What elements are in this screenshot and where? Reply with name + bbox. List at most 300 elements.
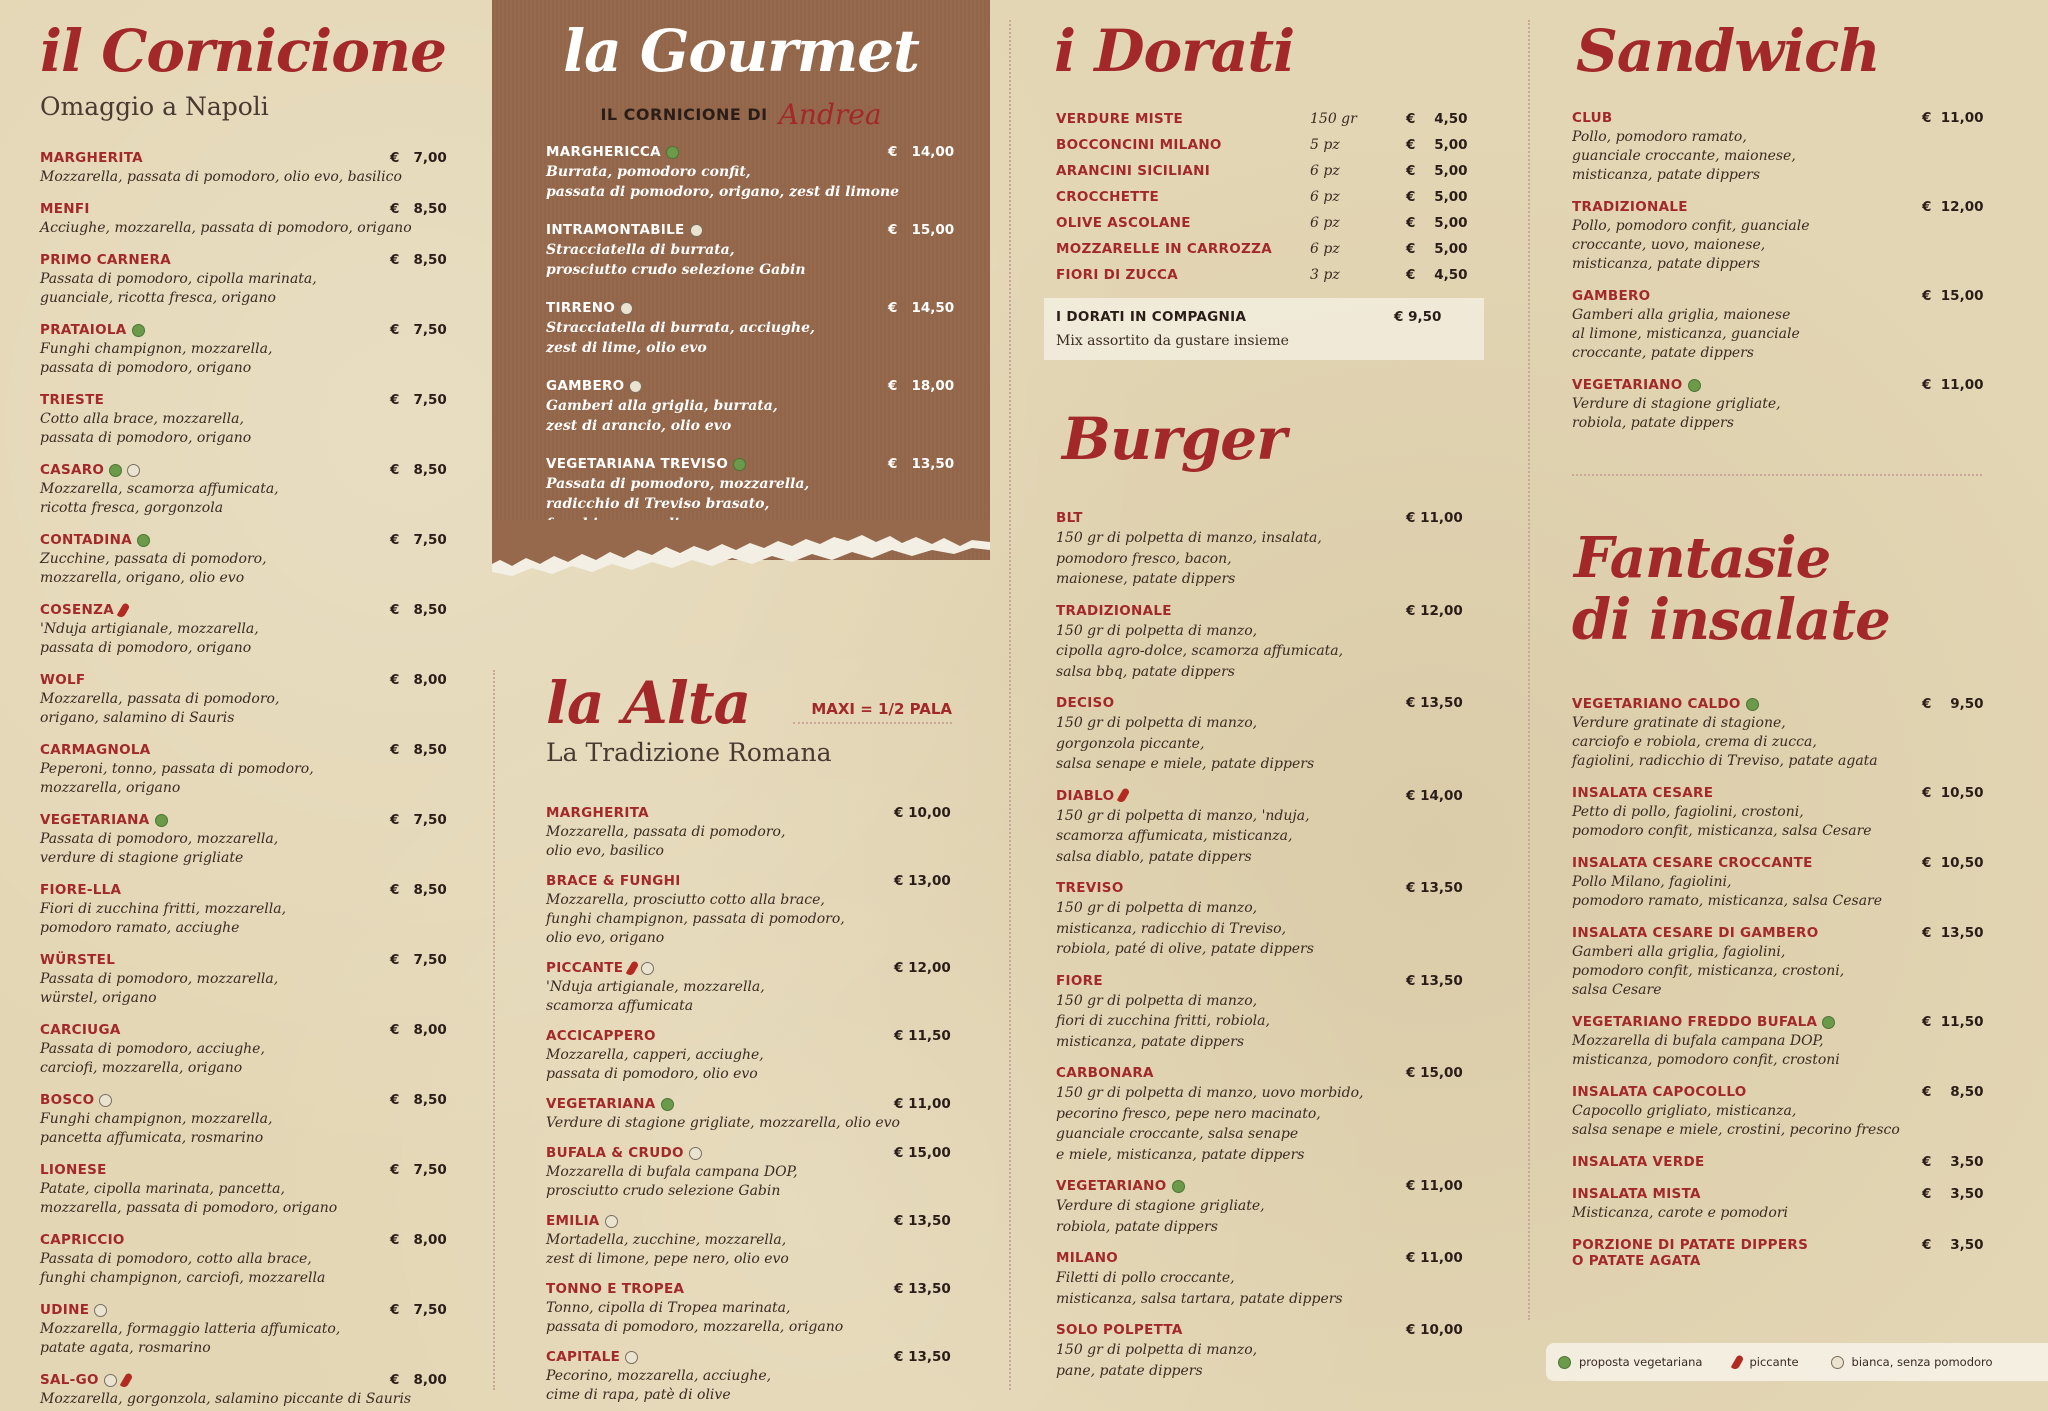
- menu-item-label: INSALATA VERDE: [1572, 1154, 1705, 1170]
- dorati-item-name: ARANCINI SICILIANI: [1056, 163, 1211, 179]
- menu-item-description: Passata di pomodoro, cotto alla brace, funghi champignon, carciofi, mozzarella: [40, 1251, 326, 1286]
- menu-item-label: BRACE & FUNGHI: [546, 873, 681, 889]
- menu-item-label: VEGETARIANA TREVISO: [546, 456, 729, 472]
- leaf-icon: [1822, 1016, 1835, 1029]
- menu-item-price: € 3,50: [1922, 1154, 1984, 1170]
- menu-item-label: TRADIZIONALE: [1056, 602, 1172, 619]
- menu-item: [1572, 696, 1982, 771]
- dorati-item-price: € 4,50: [1406, 267, 1468, 283]
- leaf-icon: [132, 324, 145, 337]
- menu-item: [1572, 199, 1982, 274]
- menu-item-price: € 11,00: [1922, 377, 1984, 393]
- menu-item: [40, 1232, 450, 1288]
- dorati-item-name: FIORI DI ZUCCA: [1056, 267, 1178, 283]
- menu-item: [1572, 1014, 1982, 1070]
- menu-item-description: Passata di pomodoro, cipolla marinata, guanciale, ricotta fresca, origano: [40, 271, 317, 306]
- menu-item-description: 150 gr di polpetta di manzo, misticanza, radicchio di Treviso, robiola, paté di olive, patate dippers: [1056, 900, 1314, 957]
- menu-item-description: Tonno, cipolla di Tropea marinata, passata di pomodoro, mozzarella, origano: [546, 1300, 844, 1335]
- menu-item-price: € 12,00: [1922, 199, 1984, 215]
- dorati-item-name: VERDURE MISTE: [1056, 111, 1184, 127]
- menu-item-price: € 10,50: [1922, 785, 1984, 801]
- menu-item-label: FIORE-LLA: [40, 882, 122, 898]
- menu-item-description: Verdure gratinate di stagione, carciofo e robiola, crema di zucca, fagiolini, radicchio di Treviso, patate agata: [1572, 715, 1878, 769]
- menu-item-price: € 15,00: [894, 1145, 951, 1161]
- dorati-item: [1056, 236, 1466, 262]
- menu-item-price: € 8,00: [390, 1022, 447, 1038]
- menu-item-name: [40, 812, 450, 828]
- cornicione-title: il Cornicione: [40, 17, 446, 85]
- menu-item-price: € 8,50: [1922, 1084, 1984, 1100]
- menu-item-description: Mozzarella, passata di pomodoro, origano, salamino di Sauris: [40, 691, 280, 726]
- menu-item-label: BUFALA & CRUDO: [546, 1145, 684, 1161]
- menu-item-name: [1572, 1154, 1982, 1170]
- menu-item: [546, 144, 955, 202]
- menu-item-price: € 12,00: [894, 960, 951, 976]
- menu-item-description: Pollo, pomodoro ramato, guanciale croccante, maionese, misticanza, patate dippers: [1572, 129, 1796, 183]
- menu-item: [40, 812, 450, 868]
- menu-item-label: PRATAIOLA: [40, 322, 127, 338]
- menu-item-description: 'Nduja artigianale, mozzarella, scamorza affumicata: [546, 979, 765, 1014]
- menu-item-price: € 11,00: [1406, 1250, 1463, 1266]
- menu-item-label: INSALATA CESARE DI GAMBERO: [1572, 925, 1819, 941]
- dorati-item-price: € 5,00: [1406, 215, 1468, 231]
- menu-item: [40, 201, 450, 238]
- menu-item-label: CAPITALE: [546, 1349, 621, 1365]
- dorati-item-price: € 5,00: [1406, 241, 1468, 257]
- dorati-item: [1056, 184, 1466, 210]
- menu-item-label: CARMAGNOLA: [40, 742, 151, 758]
- menu-item-price: € 8,00: [390, 1232, 447, 1248]
- menu-item: [40, 150, 450, 187]
- menu-item-price: € 15,00: [888, 222, 955, 238]
- menu-item-name: [40, 672, 450, 688]
- menu-item-price: € 13,50: [894, 1213, 951, 1229]
- white-pizza-icon: [620, 302, 633, 315]
- dorati-item-qty: 150 gr: [1310, 111, 1357, 127]
- menu-item-label: CLUB: [1572, 110, 1613, 126]
- menu-item-name: [546, 300, 946, 316]
- menu-item: [40, 322, 450, 378]
- menu-item-price: € 13,50: [1922, 925, 1984, 941]
- menu-item-label: TIRRENO: [546, 300, 616, 316]
- menu-item: [546, 873, 966, 948]
- legend-spicy-label: piccante: [1749, 1355, 1799, 1369]
- legend-spicy: [1734, 1355, 1798, 1370]
- menu-item: [546, 1213, 966, 1269]
- menu-item-price: € 13,50: [1406, 972, 1463, 989]
- menu-item-label: PORZIONE DI PATATE DIPPERS O PATATE AGATA: [1572, 1237, 1809, 1269]
- menu-item-label: ACCICAPPERO: [546, 1028, 656, 1044]
- menu-item: [1572, 1154, 1982, 1170]
- menu-item: [546, 1096, 966, 1133]
- menu-item-description: Verdure di stagione grigliate, mozzarella, olio evo: [546, 1115, 900, 1131]
- menu-item-price: € 11,50: [894, 1028, 951, 1044]
- menu-item: [546, 1145, 966, 1201]
- menu-item-name: [1572, 785, 1982, 801]
- menu-item: [546, 960, 966, 1016]
- menu-item-description: Verdure di stagione grigliate, robiola, patate dippers: [1056, 1198, 1265, 1235]
- menu-item-label: SAL-GO: [40, 1372, 99, 1388]
- menu-item-price: € 13,50: [894, 1349, 951, 1365]
- menu-item-price: € 8,50: [390, 201, 447, 217]
- white-pizza-icon: [104, 1374, 117, 1387]
- menu-item-description: Verdure di stagione grigliate, robiola, patate dippers: [1572, 396, 1781, 431]
- andrea-signature: Andrea: [778, 98, 882, 131]
- menu-item-description: Misticanza, carote e pomodori: [1572, 1205, 1788, 1221]
- menu-item-description: Stracciatella di burrata, prosciutto crudo selezione Gabin: [546, 242, 806, 278]
- menu-item-price: € 13,50: [1406, 880, 1463, 896]
- menu-item-label: DECISO: [1056, 695, 1115, 711]
- menu-item-description: 150 gr di polpetta di manzo, gorgonzola piccante, salsa senape e miele, patate dippers: [1056, 715, 1315, 772]
- menu-item-label: FIORE: [1056, 972, 1103, 989]
- menu-item-price: € 13,00: [894, 873, 951, 889]
- legend-bianca: [1831, 1355, 1993, 1369]
- leaf-icon: [661, 1098, 674, 1111]
- white-pizza-icon: [629, 380, 642, 393]
- menu-item-price: € 13,50: [894, 1281, 951, 1297]
- menu-item-price: € 14,00: [888, 144, 955, 160]
- menu-item-price: € 11,00: [894, 1096, 951, 1112]
- menu-item-name: [546, 144, 946, 160]
- menu-item-label: PRIMO CARNERA: [40, 252, 171, 268]
- menu-item-name: [40, 322, 450, 338]
- menu-item-description: 150 gr di polpetta di manzo, pane, patate dippers: [1056, 1342, 1258, 1379]
- menu-item-label: MARGHERITA: [546, 805, 649, 821]
- maxi-label: MAXI = 1/2 PALA: [793, 700, 952, 724]
- menu-item-description: Patate, cipolla marinata, pancetta, mozzarella, passata di pomodoro, origano: [40, 1181, 338, 1216]
- white-pizza-icon: [689, 1147, 702, 1160]
- leaf-icon: [666, 146, 679, 159]
- menu-item-label: WOLF: [40, 672, 86, 688]
- dorati-item-price: € 5,00: [1406, 163, 1468, 179]
- menu-item: [1572, 110, 1982, 185]
- menu-item: [1056, 1178, 1476, 1237]
- dorati-item-name: MOZZARELLE IN CARROZZA: [1056, 241, 1272, 257]
- menu-item-description: Capocollo grigliato, misticanza, salsa senape e miele, crostini, pecorino fresco: [1572, 1103, 1900, 1138]
- dorati-item-name: CROCCHETTE: [1056, 189, 1160, 205]
- menu-item-name: [40, 952, 450, 968]
- menu-item-name: [1572, 110, 1982, 126]
- menu-item-price: € 3,50: [1922, 1237, 1984, 1253]
- dorati-title: i Dorati: [1054, 17, 1295, 85]
- menu-item: [40, 1302, 450, 1358]
- menu-item-description: Mozzarella, capperi, acciughe, passata di pomodoro, olio evo: [546, 1047, 764, 1082]
- menu-item-name: [40, 462, 450, 478]
- menu-item-price: € 8,50: [390, 252, 447, 268]
- menu-item: [40, 952, 450, 1008]
- menu-item-label: CAPRICCIO: [40, 1232, 125, 1248]
- menu-item-price: € 7,50: [390, 392, 447, 408]
- menu-item-price: € 8,00: [390, 1372, 447, 1388]
- dorati-combo-price: € 9,50: [1394, 309, 1442, 325]
- menu-item-label: VEGETARIANO: [1572, 377, 1683, 393]
- menu-item: [40, 672, 450, 728]
- menu-item-description: Passata di pomodoro, mozzarella, würstel, origano: [40, 971, 279, 1006]
- divider-col2: [1009, 20, 1011, 1390]
- menu-item-description: Funghi champignon, mozzarella, passata di pomodoro, origano: [40, 341, 273, 376]
- menu-item-description: Zucchine, passata di pomodoro, mozzarella, origano, olio evo: [40, 551, 267, 586]
- menu-item-description: Mozzarella, prosciutto cotto alla brace, funghi champignon, passata di pomodoro, olio evo, origano: [546, 892, 845, 946]
- menu-item-description: Cotto alla brace, mozzarella, passata di pomodoro, origano: [40, 411, 252, 446]
- menu-item-price: € 8,50: [390, 1092, 447, 1108]
- leaf-icon: [1688, 379, 1701, 392]
- menu-item: [1572, 1186, 1982, 1223]
- menu-item-label: BOSCO: [40, 1092, 95, 1108]
- menu-item: [1572, 785, 1982, 841]
- menu-item-description: 'Nduja artigianale, mozzarella, passata di pomodoro, origano: [40, 621, 259, 656]
- menu-item-price: € 14,00: [1406, 787, 1463, 804]
- dorati-item-qty: 6 pz: [1310, 215, 1340, 231]
- divider-sandwich: [1572, 474, 1982, 476]
- menu-item-name: [40, 201, 450, 217]
- menu-item-label: VEGETARIANO CALDO: [1572, 696, 1741, 712]
- menu-item-description: Passata di pomodoro, mozzarella, verdure di stagione grigliate: [40, 831, 279, 866]
- menu-item-label: GAMBERO: [1572, 288, 1651, 304]
- white-pizza-icon: [625, 1351, 638, 1364]
- menu-item-label: TRADIZIONALE: [1572, 199, 1688, 215]
- menu-item: [1056, 1250, 1476, 1309]
- menu-item-label: CONTADINA: [40, 532, 132, 548]
- menu-item-price: € 15,00: [1922, 288, 1984, 304]
- menu-item-name: [40, 882, 450, 898]
- menu-item-label: INSALATA MISTA: [1572, 1186, 1701, 1202]
- leaf-icon: [1746, 698, 1759, 711]
- menu-item: [1056, 695, 1476, 775]
- menu-item-name: [40, 602, 450, 618]
- menu-item-description: 150 gr di polpetta di manzo, uovo morbido, pecorino fresco, pepe nero macinato, guanciale croccante, salsa senape e miele, misticanza, patate dippers: [1056, 1085, 1364, 1163]
- legend-veg: [1558, 1355, 1702, 1369]
- menu-item-name: [546, 456, 946, 472]
- dorati-item-name: OLIVE ASCOLANE: [1056, 215, 1191, 231]
- menu-item-label: CARCIUGA: [40, 1022, 121, 1038]
- menu-item-price: € 8,50: [390, 602, 447, 618]
- menu-item-name: [1572, 696, 1982, 712]
- menu-item-name: [1572, 1186, 1982, 1202]
- menu-item: [1572, 288, 1982, 363]
- menu-item: [1056, 603, 1476, 683]
- white-pizza-icon: [605, 1215, 618, 1228]
- leaf-icon: [155, 814, 168, 827]
- menu-item-label: SOLO POLPETTA: [1056, 1322, 1183, 1338]
- menu-item: [40, 462, 450, 518]
- menu-item: [1056, 973, 1476, 1053]
- menu-item-description: Mozzarella, passata di pomodoro, olio evo, basilico: [40, 169, 402, 185]
- menu-item-price: € 11,50: [1922, 1014, 1984, 1030]
- menu-item-price: € 3,50: [1922, 1186, 1984, 1202]
- menu-item-label: MENFI: [40, 201, 90, 217]
- menu-item-label: COSENZA: [40, 602, 114, 618]
- menu-item: [546, 222, 955, 280]
- cornicione-subtitle: Omaggio a Napoli: [40, 92, 269, 121]
- menu-item: [40, 882, 450, 938]
- chili-pepper-icon: [626, 960, 640, 976]
- menu-item-name: [40, 1022, 450, 1038]
- menu-item-label: DIABLO: [1056, 787, 1115, 804]
- menu-item-label: GAMBERO: [546, 378, 625, 394]
- alta-title: la Alta: [546, 669, 751, 737]
- menu-item-label: VEGETARIANO: [1056, 1178, 1167, 1194]
- menu-item-price: € 9,50: [1922, 696, 1984, 712]
- menu-item-description: Stracciatella di burrata, acciughe, zest di lime, olio evo: [546, 320, 815, 356]
- leaf-icon: [733, 458, 746, 471]
- menu-item-price: € 11,00: [1406, 1178, 1463, 1194]
- menu-item-label: INTRAMONTABILE: [546, 222, 685, 238]
- menu-item-name: [40, 742, 450, 758]
- dorati-item: [1056, 210, 1466, 236]
- dorati-item-price: € 5,00: [1406, 137, 1468, 153]
- torn-paper-edge: [492, 520, 990, 590]
- dorati-combo-desc: Mix assortito da gustare insieme: [1056, 333, 1289, 349]
- menu-item: [546, 378, 955, 436]
- menu-item-description: Mozzarella di bufala campana DOP, prosciutto crudo selezione Gabin: [546, 1164, 798, 1199]
- dorati-item-qty: 6 pz: [1310, 241, 1340, 257]
- menu-item: [40, 1022, 450, 1078]
- menu-item-description: 150 gr di polpetta di manzo, cipolla agro-dolce, scamorza affumicata, salsa bbq, patate dippers: [1056, 622, 1344, 680]
- menu-item: [1572, 377, 1982, 433]
- menu-item-price: € 8,50: [390, 882, 447, 898]
- menu-item-description: Mortadella, zucchine, mozzarella, zest di limone, pepe nero, olio evo: [546, 1232, 789, 1267]
- dorati-item-name: BOCCONCINI MILANO: [1056, 137, 1222, 153]
- sandwich-title: Sandwich: [1576, 17, 1880, 85]
- menu-item: [40, 742, 450, 798]
- leaf-icon: [1558, 1356, 1571, 1369]
- menu-item-price: € 12,00: [1406, 602, 1463, 619]
- menu-item-label: PICCANTE: [546, 960, 624, 976]
- menu-item-name: [546, 222, 946, 238]
- dorati-item: [1056, 132, 1466, 158]
- menu-item-name: [40, 150, 450, 166]
- menu-item-description: Filetti di pollo croccante, misticanza, salsa tartara, patate dippers: [1056, 1270, 1343, 1307]
- insalate-title-line1: Fantasie: [1574, 525, 1831, 591]
- menu-item: [1572, 855, 1982, 911]
- menu-item-description: Burrata, pomodoro confit, passata di pomodoro, origano, zest di limone: [546, 164, 900, 200]
- menu-item-name: [546, 378, 946, 394]
- dorati-item-qty: 5 pz: [1310, 137, 1340, 153]
- menu-item: [1572, 925, 1982, 1000]
- gourmet-title: la Gourmet: [563, 17, 919, 85]
- menu-item-description: Pecorino, mozzarella, acciughe, cime di rapa, patè di olive: [546, 1368, 772, 1403]
- menu-item-price: € 10,00: [1406, 1322, 1463, 1338]
- menu-item-price: € 18,00: [888, 378, 955, 394]
- menu-item-description: Mozzarella, scamorza affumicata, ricotta fresca, gorgonzola: [40, 481, 279, 516]
- menu-item-label: BLT: [1056, 510, 1083, 526]
- menu-item: [546, 1028, 966, 1084]
- menu-item-price: € 11,00: [1922, 110, 1984, 126]
- chili-pepper-icon: [119, 1372, 133, 1388]
- white-pizza-icon: [127, 464, 140, 477]
- menu-item-description: Mozzarella, formaggio latteria affumicato, patate agata, rosmarino: [40, 1321, 341, 1356]
- menu-item: [40, 1372, 450, 1409]
- divider-col3: [1528, 20, 1530, 1320]
- leaf-icon: [137, 534, 150, 547]
- menu-item-description: 150 gr di polpetta di manzo, fiori di zucchina fritti, robiola, misticanza, patate dippers: [1056, 992, 1270, 1050]
- menu-item-name: [40, 252, 450, 268]
- menu-item-label: INSALATA CESARE: [1572, 785, 1714, 801]
- alta-subtitle: La Tradizione Romana: [546, 738, 832, 767]
- dorati-item-qty: 6 pz: [1310, 189, 1340, 205]
- menu-item: [40, 252, 450, 308]
- menu-item: [40, 392, 450, 448]
- menu-item-price: € 7,50: [390, 952, 447, 968]
- menu-item-name: [1572, 925, 1982, 941]
- menu-item-description: Gamberi alla griglia, burrata, zest di arancio, olio evo: [546, 398, 778, 434]
- menu-item-label: MARGHERITA: [40, 150, 143, 166]
- menu-item-name: [40, 1092, 450, 1108]
- menu-item-description: Petto di pollo, fagiolini, crostoni, pomodoro confit, misticanza, salsa Cesare: [1572, 804, 1872, 839]
- leaf-icon: [109, 464, 122, 477]
- legend-bianca-label: bianca, senza pomodoro: [1851, 1355, 1993, 1369]
- divider-col1: [493, 670, 495, 1390]
- menu-item-price: € 10,00: [894, 805, 951, 821]
- menu-item-description: Funghi champignon, mozzarella, pancetta affumicata, rosmarino: [40, 1111, 273, 1146]
- leaf-icon: [1172, 1180, 1185, 1193]
- chili-pepper-icon: [117, 602, 131, 618]
- menu-item-name: [40, 1372, 450, 1388]
- menu-item-description: Passata di pomodoro, acciughe, carciofi, mozzarella, origano: [40, 1041, 265, 1076]
- insalate-title-line2: di insalate: [1572, 587, 1890, 653]
- menu-item-name: [40, 1232, 450, 1248]
- gourmet-subtitle: IL CORNICIONE DI: [600, 105, 768, 124]
- menu-item-name: [1572, 1237, 1982, 1269]
- menu-item-name: [1572, 855, 1982, 871]
- menu-item: [1056, 510, 1476, 590]
- dorati-item-price: € 5,00: [1406, 189, 1468, 205]
- menu-item-price: € 8,50: [390, 462, 447, 478]
- menu-item-label: CARBONARA: [1056, 1065, 1154, 1081]
- white-pizza-icon: [99, 1094, 112, 1107]
- gourmet-subtitle-row: [492, 98, 990, 131]
- white-pizza-icon: [690, 224, 703, 237]
- menu-item-label: MARGHERICCA: [546, 144, 661, 160]
- menu-item-price: € 15,00: [1406, 1065, 1463, 1081]
- menu-item-price: € 7,50: [390, 812, 447, 828]
- menu-item: [546, 300, 955, 358]
- menu-item-description: Gamberi alla griglia, fagiolini, pomodoro confit, misticanza, crostoni, salsa Cesare: [1572, 944, 1845, 998]
- menu-item: [40, 602, 450, 658]
- menu-item-name: [40, 392, 450, 408]
- menu-item-label: VEGETARIANA: [40, 812, 150, 828]
- dorati-combo-box: [1044, 298, 1484, 360]
- menu-item-price: € 7,50: [390, 532, 447, 548]
- menu-item-description: Mozzarella di bufala campana DOP, misticanza, pomodoro confit, crostoni: [1572, 1033, 1840, 1068]
- menu-item-price: € 14,50: [888, 300, 955, 316]
- menu-item-label: VEGETARIANA: [546, 1096, 656, 1112]
- menu-item-label: WÜRSTEL: [40, 952, 116, 968]
- menu-item-description: 150 gr di polpetta di manzo, 'nduja, scamorza affumicata, misticanza, salsa diablo, patate dippers: [1056, 807, 1310, 865]
- menu-item-description: Gamberi alla griglia, maionese al limone, misticanza, guanciale croccante, patate dippers: [1572, 307, 1800, 361]
- menu-item-label: INSALATA CAPOCOLLO: [1572, 1084, 1747, 1100]
- menu-item-label: MILANO: [1056, 1250, 1119, 1266]
- menu-item-name: [1572, 1084, 1982, 1100]
- legend-veg-label: proposta vegetariana: [1579, 1355, 1703, 1369]
- menu-item-label: EMILIA: [546, 1213, 600, 1229]
- menu-item: [40, 1162, 450, 1218]
- menu-item: [546, 1349, 966, 1405]
- chili-pepper-icon: [1731, 1354, 1745, 1370]
- menu-item-description: 150 gr di polpetta di manzo, insalata, pomodoro fresco, bacon, maionese, patate dippers: [1056, 530, 1322, 587]
- gourmet-panel: [492, 0, 990, 560]
- menu-item-description: Passata di pomodoro, mozzarella, radicchio di Treviso brasato,: [546, 476, 810, 512]
- menu-item-price: € 7,50: [390, 322, 447, 338]
- menu-item-label: TRIESTE: [40, 392, 105, 408]
- dorati-combo-name: I DORATI IN COMPAGNIA: [1056, 309, 1247, 325]
- menu-item-name: [40, 532, 450, 548]
- dorati-item-qty: 3 pz: [1310, 267, 1340, 283]
- menu-item-price: € 11,00: [1406, 510, 1463, 526]
- menu-item: [1056, 1322, 1476, 1381]
- menu-item-label: VEGETARIANO FREDDO BUFALA: [1572, 1014, 1818, 1030]
- menu-item: [1572, 1237, 1982, 1269]
